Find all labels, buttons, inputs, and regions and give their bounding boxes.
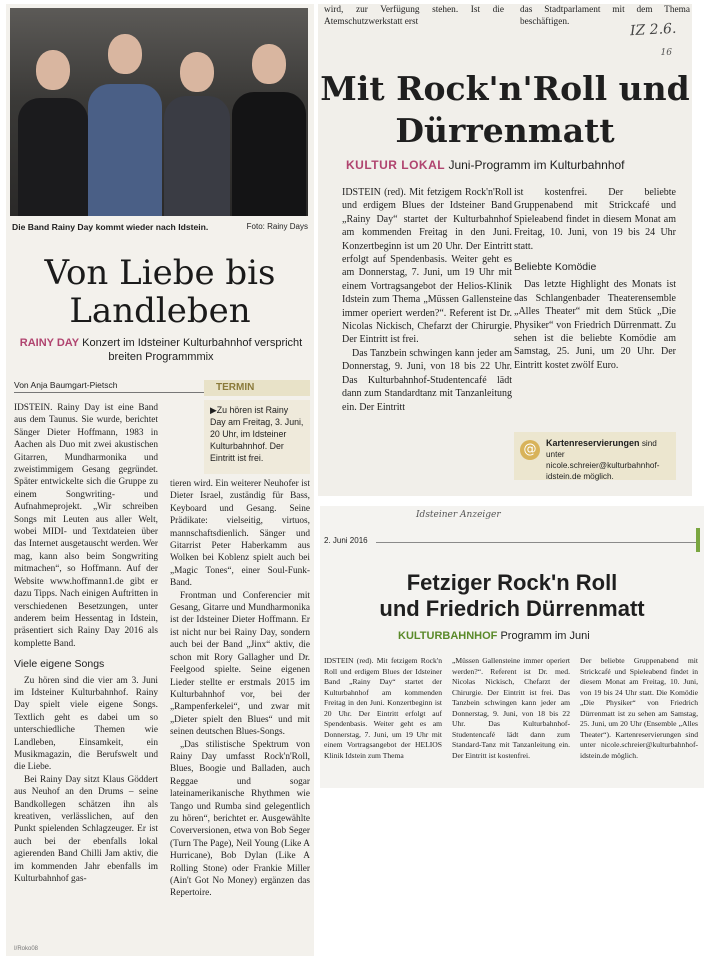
handwritten-date: IZ 2.6. bbox=[629, 20, 677, 40]
paragraph: Zu hören sind die vier am 3. Juni im Idsteiner Kulturbahnhof. Rainy Day spielt viele eigene Songs. Textlich geht es dabei um so unterschiedliche Themen wie Landleben, Einsamkeit, ein Musikmagazin, die Berufswelt und die Liebe. bbox=[14, 675, 158, 773]
paragraph: Frontman und Conferencier mit Gesang, Gitarre und Mundharmonika ist der Idsteiner Dieter Hoffmann. Er ist nicht nur bei Rainy Day, sondern auch bei der Band „Jinx“ aktiv, die schon mit Rory Gallagher und Dr. Feelgood spielte. Seine eigenen Lieder stellte er erstmals 2015 im Kulturbahnhof vor, bei der „Rampenferkelei“, und zwar mit „Dieter spielt den Blues“ und mit seinen deutschen Blues-Songs. bbox=[170, 590, 310, 738]
divider bbox=[376, 542, 700, 543]
termin-label: TERMIN bbox=[204, 380, 310, 396]
photo-credit: Foto: Rainy Days bbox=[246, 222, 308, 231]
clipping-kultur-lokal: wird, zur Verfügung stehen. Ist die Atemschutzwerkstatt erst das Stadtparlament mit dem Thema beschäftigen. IZ 2.6. 16 Mit Rock'n'Roll und Dürrenmatt KULTUR LOKAL Juni-Programm im Kulturbahnhof IDSTEIN (red). Mit fetzigem Rock'n'Roll und erdigem Blues der Idsteiner Band „Rainy Day“ startet der Kulturbahnhof am kommenden Freitag in den Juni. Konzertbeginn ist um 20 Uhr. Der Eintritt erfolgt auf Spendenbasis. Weiter geht es am Donnerstag, 7. Juni, um 19 Uhr mit einem Vortragsangebot der Helios-Klinik Idstein zum Thema „Müssen Gallensteine immer operiert werden?“. Referent ist Dr. Nicolas Nickisch, Chefarzt der Chirurgie. Der Eintritt ist frei. Das Tanzbein schwingen kann jeder am Donnerstag, 9. Juni, von 18 bis 22 Uhr. Das Kulturbahnhof-Studentencafé lädt dann zum Standardtanz mit Tanzanleitung ein. Der Eintritt ist kostenfrei. Der beliebte Gruppenabend mit Strickcafé und Spieleabend findet in diesem Monat am Freitag, 10. Juni, von 19 bis 24 Uhr statt. Beliebte Komödie Das letzte Highlight des Monats ist das Schlangenbader Theaterensemble „Alles Theater“ mit dem Stück „Die Physiker“ von Friedrich Dürrenmatt. Zu sehen ist die beliebte Komödie am Samstag, 25. Juni, um 20 Uhr. Der Eintritt kostet zwölf Euro. @ Kartenreservierungen sind unter nicole.schreier@kulturbahnhof-idstein.de möglich. bbox=[318, 4, 692, 496]
clipping-rainy-day bbox=[6, 4, 314, 956]
at-icon: @ bbox=[520, 440, 540, 460]
reservation-title: Kartenreservierungen bbox=[546, 438, 640, 448]
band-member-3 bbox=[164, 40, 230, 216]
termin-box: ▶Zu hören ist Rainy Day am Freitag, 3. Juni, 20 Uhr, im Idsteiner Kulturbahnhof. Der Eintritt ist frei. bbox=[204, 400, 310, 474]
article-column-1 bbox=[342, 186, 512, 414]
author-line: Von Anja Baumgart-Pietsch bbox=[14, 380, 204, 393]
band-photo bbox=[10, 8, 308, 216]
headline-left: Von Liebe bis Landleben bbox=[44, 253, 276, 331]
band-member-1 bbox=[18, 36, 88, 216]
article-column-1: IDSTEIN (red). Mit fetzigem Rock'n Roll und erdigem Blues der Idsteiner Band „Rainy Day“ startet der Kulturbahnhof am kommenden Freitag in den Juni. Konzertbeginn ist 20 Uhr. Der Eintritt erfolgt auf Spendenbasis. Weiter geht es am Donnerstag, 7. Juni, um 19 Uhr mit einem Vortragsangebot der HELIOS Klinik Idstein zum Thema bbox=[324, 656, 442, 760]
handwritten-year: 16 bbox=[660, 48, 672, 58]
paragraph: Das letzte Highlight des Monats ist das Schlangenbader Theaterensemble „Alles Theater“ mit dem Stück „Die Physiker“ von Friedrich Dürrenmatt. Zu sehen ist die beliebte Komödie am Samstag, 25. Juni, um 20 Uhr. Der Eintritt kostet zwölf Euro. bbox=[514, 279, 676, 371]
band-member-2 bbox=[88, 26, 162, 216]
headline-bottom: Fetziger Rock'n Roll und Friedrich Dürrenmatt bbox=[379, 570, 645, 621]
source-tag: I/Roko08 bbox=[14, 946, 39, 952]
subhead: Viele eigene Songs bbox=[14, 658, 105, 671]
clipping-kulturbahnhof bbox=[320, 506, 704, 788]
paragraph: tieren wird. Ein weiterer Neuhofer ist Dieter Israel, zuständig für Bass, Keyboard und Gesang. Seine Prädikate: vielseitig, virtuos, mannschaftsdienlich. Sänger und Gitarrist Peter Haberkamm aus Wolken bei Koblenz spielt auch bei „Magic Tones“, einer Soul-Funk-Band. bbox=[170, 479, 310, 589]
subhead: Beliebte Komödie bbox=[514, 261, 597, 274]
reservation-text: sind unter nicole.schreier@kulturbahnhof-idstein.de möglich. bbox=[546, 439, 660, 481]
subheadline-left: RAINY DAY Konzert im Idsteiner Kulturbahnhof verspricht breiten Programmmix bbox=[19, 337, 303, 363]
photo-caption: Die Band Rainy Day kommt wieder nach Idstein. bbox=[12, 222, 209, 232]
article-column-2 bbox=[170, 478, 310, 900]
paragraph: ist kostenfrei. Der beliebte Gruppenabend mit Strickcafé und Spieleabend findet in diesem Monat am Freitag, 10. Juni, von 19 bis 24 Uhr statt. bbox=[514, 187, 676, 252]
article-column-1 bbox=[14, 402, 158, 885]
subheadline-right: KULTUR LOKAL Juni-Programm im Kulturbahnhof bbox=[346, 158, 625, 172]
subheadline-bottom: KULTURBAHNHOF Programm im Juni bbox=[398, 630, 590, 642]
article-column-2 bbox=[514, 186, 676, 372]
headline-right: Mit Rock'n'Roll und Dürrenmatt bbox=[320, 69, 690, 150]
paragraph: Bei Rainy Day sitzt Klaus Göddert aus Neuhof an den Drums – seine Bandkollegen schätzen ihn als kreativen, verlässlichen, auf den Punkt spielenden Schlagzeuger. Er ist auch bei der ebenfalls lokal agierenden Band Chilli Jam aktiv, die im kommenden Jahr ebenfalls im Kulturbahnhof gas- bbox=[14, 774, 158, 885]
article-column-3: Der beliebte Gruppenabend mit Strickcafé und Spieleabend findet in diesem Monat am Freitag, 10. Juni, von 19 bis 24 Uhr statt. Die Komödie „Die Physiker“ von Friedrich Dürrenmatt ist zu sehen am Samstag, 25. Juni, um 20 Uhr (Ensemble „Alles Theater“). Kartenreservierungen sind unter nicole.schreier@kulturbahnhof-idstein.de möglich. bbox=[580, 656, 698, 760]
issue-date: 2. Juni 2016 bbox=[324, 536, 368, 545]
band-member-4 bbox=[232, 34, 306, 216]
paragraph: IDSTEIN (red). Mit fetzigem Rock'n'Roll und erdigem Blues der Idsteiner Band „Rainy Day“ startet der Kulturbahnhof am kommenden Freitag in den Juni. Konzertbeginn ist um 20 Uhr. Der Eintritt erfolgt auf Spendenbasis. Weiter geht es am Donnerstag, 7. Juni, um 19 Uhr mit einem Vortragsangebot der Helios-Klinik Idstein zum Thema „Müssen Gallensteine immer operiert werden?“. Referent ist Dr. Nicolas Nickisch, Chefarzt der Chirurgie. Der Eintritt ist frei. bbox=[342, 187, 512, 346]
paragraph: IDSTEIN. Rainy Day ist eine Band aus dem Taunus. Sie wurde, berichtet Sänger Dieter Hoffmann, 1983 in Aachen als Duo mit zwei akustischen Gitarren, Mundharmonika und zweistimmigem Gesang gegründet. Später entwickelte sich die Gruppe zu einem Songwriting- und Aufnahmeprojekt. „Wir schreiben Songs mit Leuten aus aller Welt, wobei MIDI- und Textdateien über das Internet ausgetauscht werden. Wer mag, kann also beim Songwriting mitmachen“, so Hoffmann. Auf der Website www.hoffmann1.de gibt er dazu Tipps. Nach einigen Auftritten in verschiedenen Besetzungen, unter anderem beim Hessentag in Idstein, präsentiert sich Rainy Day 2016 als komplette Band. bbox=[14, 403, 158, 649]
reservation-box bbox=[514, 432, 676, 480]
paragraph: „Das stilistische Spektrum von Rainy Day umfasst Rock'n'Roll, Blues, Boogie und Balladen, auch Reggae und sogar lateinamerikanische Rhythmen wie Tango und Rumba sind gelegentlich zu hören“, berichtet er. Ausgewählte Coverversionen, etwa von Bob Seger (Turn The Page), Neil Young (Like A Hurricane), Bob Dylan (Like A Rolling Stone) oder Frankie Miller (Ain't Got No Money) ergänzen das Repertoire. bbox=[170, 739, 310, 899]
article-column-2: „Müssen Gallensteine immer operiert werden?“. Referent ist Dr. med. Nicolas Nickisch, Chefarzt der Chirurgie. Der Eintritt ist frei. Das Tanzbein schwingen kann jeder am Donnerstag, 9. Juni, von 18 bis 22 Uhr. Das Kulturbahnhof-Studentencafé lädt dann zum Standard-Tanz mit Tanzanleitung ein. Der Eintritt ist kostenfrei. bbox=[452, 656, 570, 760]
paragraph: Das Tanzbein schwingen kann jeder am Donnerstag, 9. Juni, von 18 bis 22 Uhr. Das Kulturbahnhof-Studentencafé lädt dann zum Standardtanz mit Tanzanleitung ein. Der Eintritt bbox=[342, 347, 512, 413]
accent-bar bbox=[696, 528, 700, 552]
handwritten-source: Idsteiner Anzeiger bbox=[416, 510, 501, 520]
